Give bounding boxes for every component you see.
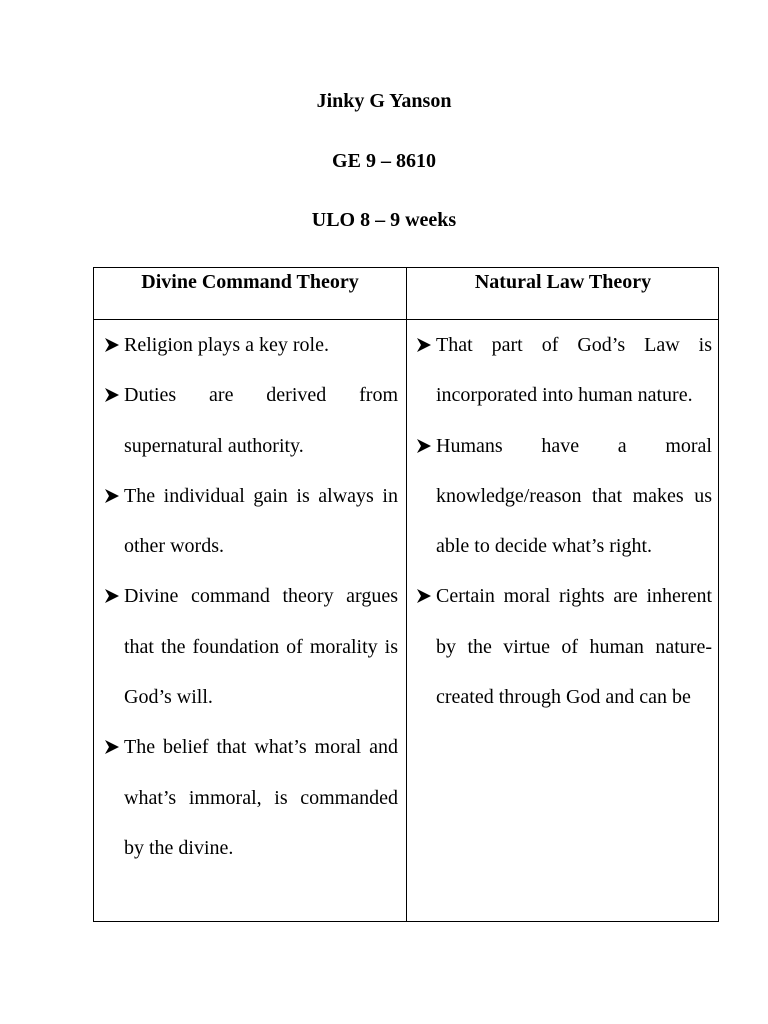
list-item-text: The belief that what’s moral and what’s immoral, is commanded by the divine.	[124, 736, 398, 859]
natural-law-cell	[436, 320, 712, 722]
author-name: Jinky G Yanson	[316, 90, 452, 112]
list-item-text: Certain moral rights are inherent by the virtue of human nature-created through God and can be	[436, 585, 712, 709]
arrowhead-bullet-icon	[103, 370, 121, 420]
course-code: GE 9 – 8610	[332, 150, 436, 172]
arrowhead-bullet-icon	[103, 571, 121, 621]
list-item	[124, 722, 398, 873]
list-item	[124, 471, 398, 572]
list-item	[436, 421, 712, 572]
list-item	[124, 370, 398, 471]
arrowhead-bullet-icon	[103, 471, 121, 521]
list-item-text: Divine command theory argues that the foundation of morality is God’s will.	[124, 585, 398, 709]
ulo-title: ULO 8 – 9 weeks	[311, 209, 457, 231]
arrowhead-bullet-icon	[103, 722, 121, 772]
list-item-text: Religion plays a key role.	[124, 334, 329, 356]
list-item-text: Humans have a moral knowledge/reason that makes us able to decide what’s right.	[436, 434, 712, 558]
arrowhead-bullet-icon	[415, 320, 433, 370]
arrowhead-bullet-icon	[415, 421, 433, 471]
list-item	[124, 320, 398, 370]
list-item	[436, 320, 712, 421]
comparison-table	[93, 267, 719, 922]
arrowhead-bullet-icon	[415, 571, 433, 621]
divine-command-cell	[124, 320, 398, 873]
list-item-text: That part of God’s Law is incorporated into human nature.	[436, 334, 712, 407]
list-item	[124, 571, 398, 722]
list-item-text: The individual gain is always in other words.	[124, 484, 398, 558]
arrowhead-bullet-icon	[103, 320, 121, 370]
list-item	[436, 571, 712, 722]
list-item-text: Duties are derived from supernatural authority.	[124, 384, 398, 457]
column-header-natural-law: Natural Law Theory	[474, 271, 652, 293]
column-header-divine-command: Divine Command Theory	[141, 271, 359, 293]
table-column-divider	[406, 268, 407, 921]
